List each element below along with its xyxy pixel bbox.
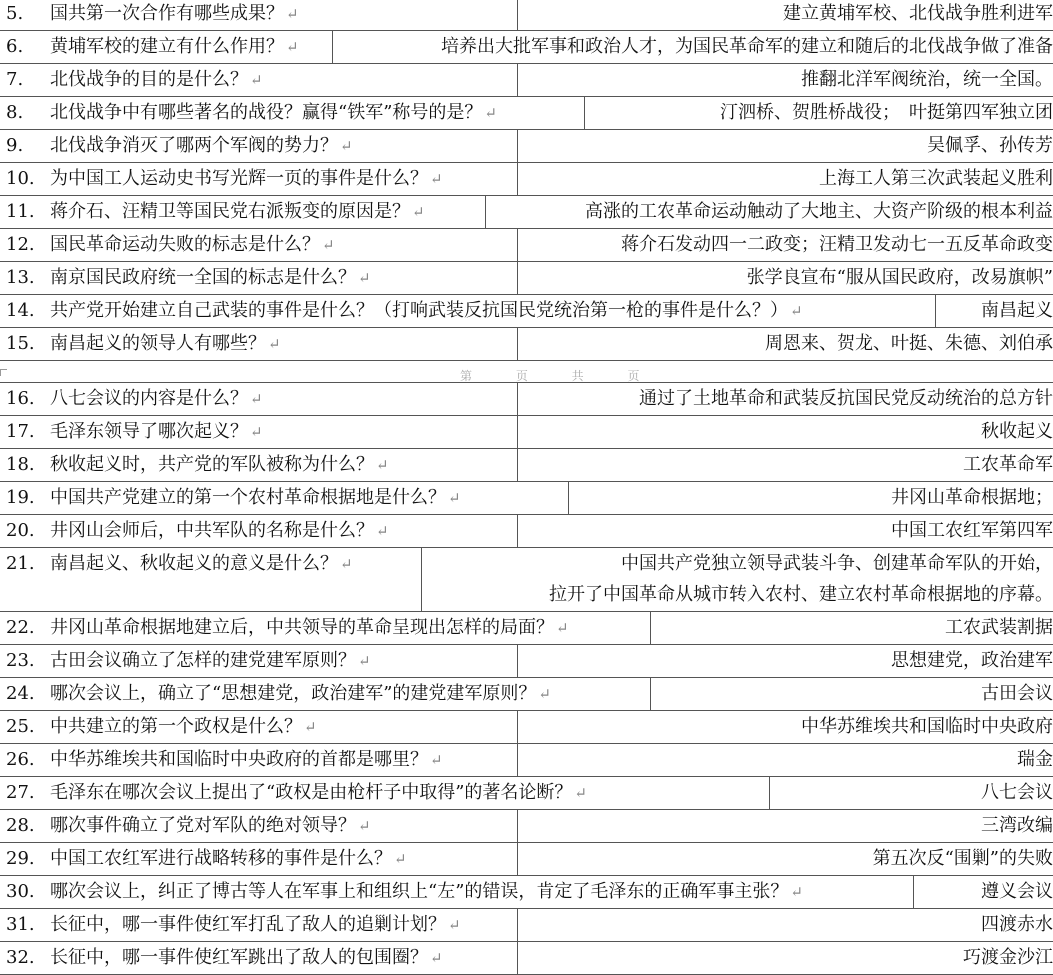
question-text: 井冈山会师后，中共军队的名称是什么？ — [50, 520, 374, 541]
question-number: 10. — [6, 168, 35, 189]
question-text: 秋收起义时，共产党的军队被称为什么？ — [50, 454, 374, 475]
question-number: 16. — [6, 388, 35, 409]
question-cell — [0, 612, 651, 644]
question-cell — [0, 163, 518, 195]
question-number: 19. — [6, 487, 35, 508]
question-cell — [0, 295, 936, 327]
question-text: 毛泽东领导了哪次起义？ — [50, 421, 248, 442]
question-number: 12. — [6, 234, 35, 255]
answer-text: 周恩来、贺龙、叶挺、朱德、刘伯承 — [765, 333, 1053, 354]
return-mark-icon: ↵ — [286, 38, 299, 56]
answer-text: 井冈山革命根据地； — [891, 487, 1053, 508]
table-row — [0, 875, 1053, 909]
qa-table-top — [0, 0, 1053, 361]
question-number: 26. — [6, 749, 35, 770]
question-number: 20. — [6, 520, 35, 541]
table-row — [0, 415, 1053, 449]
question-text: 共产党开始建立自己武装的事件是什么？（打响武装反抗国民党统治第一枪的事件是什么？） — [50, 300, 788, 321]
answer-text: 蒋介石发动四一二政变；汪精卫发动七一五反革命政变 — [621, 234, 1053, 255]
answer-text: 三湾改编 — [981, 815, 1053, 836]
answer-text: 推翻北洋军阀统治，统一全国。 — [801, 69, 1053, 90]
return-mark-icon: ↵ — [790, 883, 803, 901]
answer-text-line2: 拉开了中国革命从城市转入农村、建立农村革命根据地的序幕。 — [549, 584, 1053, 605]
table-row — [0, 611, 1053, 645]
question-cell — [0, 744, 518, 776]
question-cell — [0, 645, 518, 677]
answer-cell — [422, 548, 1053, 611]
table-row — [0, 63, 1053, 97]
answer-text: 工农武装割据 — [945, 617, 1053, 638]
question-text: 南京国民政府统一全国的标志是什么？ — [50, 267, 356, 288]
question-text: 为中国工人运动史书写光辉一页的事件是什么？ — [50, 168, 428, 189]
answer-text: 中国共产党独立领导武装斗争、创建革命军队的开始， — [621, 553, 1053, 574]
question-number: 11. — [6, 201, 35, 222]
answer-text: 中国工农红军第四军 — [891, 520, 1053, 541]
table-row — [0, 941, 1053, 975]
return-mark-icon: ↵ — [556, 619, 569, 637]
table-row — [0, 776, 1053, 810]
answer-text: 古田会议 — [981, 683, 1053, 704]
question-text: 中国工农红军进行战略转移的事件是什么？ — [50, 848, 392, 869]
table-row — [0, 514, 1053, 548]
question-cell — [0, 909, 518, 941]
page-footer: 第 页 共 页 — [460, 369, 660, 383]
answer-cell — [518, 744, 1053, 776]
table-row — [0, 842, 1053, 876]
question-text: 哪次会议上，纠正了博古等人在军事上和组织上“左”的错误，肯定了毛泽东的正确军事主张？ — [50, 881, 789, 902]
page-break — [0, 359, 1053, 383]
question-text: 毛泽东在哪次会议上提出了“政权是由枪杆子中取得”的著名论断？ — [50, 782, 573, 803]
answer-cell — [518, 810, 1053, 842]
answer-text: 汀泗桥、贺胜桥战役； 叶挺第四军独立团 — [720, 102, 1053, 123]
return-mark-icon: ↵ — [268, 335, 281, 353]
return-mark-icon: ↵ — [358, 269, 371, 287]
question-number: 17. — [6, 421, 35, 442]
question-number: 9. — [6, 135, 24, 156]
question-number: 15. — [6, 333, 35, 354]
question-text: 南昌起义的领导人有哪些？ — [50, 333, 266, 354]
question-number: 29. — [6, 848, 35, 869]
question-cell — [0, 678, 651, 710]
question-cell — [0, 876, 914, 908]
answer-cell — [518, 163, 1053, 195]
question-number: 24. — [6, 683, 35, 704]
question-number: 28. — [6, 815, 35, 836]
question-cell — [0, 31, 333, 63]
qa-table-bottom — [0, 383, 1053, 975]
table-row — [0, 809, 1053, 843]
return-mark-icon: ↵ — [574, 784, 587, 802]
question-text: 北伐战争中有哪些著名的战役？赢得“铁军”称号的是？ — [50, 102, 483, 123]
answer-text: 思想建党，政治建军 — [891, 650, 1053, 671]
return-mark-icon: ↵ — [250, 423, 263, 441]
question-text: 井冈山革命根据地建立后，中共领导的革命呈现出怎样的局面？ — [50, 617, 554, 638]
question-cell — [0, 196, 486, 228]
question-number: 14. — [6, 300, 35, 321]
answer-cell — [518, 449, 1053, 481]
table-row — [0, 129, 1053, 163]
answer-text: 中华苏维埃共和国临时中央政府 — [801, 716, 1053, 737]
answer-cell — [518, 262, 1053, 294]
question-text: 古田会议确立了怎样的建党建军原则？ — [50, 650, 356, 671]
answer-cell — [518, 515, 1053, 547]
question-cell — [0, 449, 518, 481]
return-mark-icon: ↵ — [304, 718, 317, 736]
table-row — [0, 743, 1053, 777]
answer-cell — [770, 777, 1053, 809]
question-text: 北伐战争的目的是什么？ — [50, 69, 248, 90]
return-mark-icon: ↵ — [250, 71, 263, 89]
table-row — [0, 0, 1053, 31]
question-cell — [0, 843, 518, 875]
answer-cell — [518, 942, 1053, 974]
question-text: 中共建立的第一个政权是什么？ — [50, 716, 302, 737]
question-cell — [0, 942, 518, 974]
question-text: 北伐战争消灭了哪两个军阀的势力？ — [50, 135, 338, 156]
answer-cell — [518, 64, 1053, 96]
answer-text: 第五次反“围剿”的失败 — [872, 848, 1053, 869]
table-row — [0, 382, 1053, 416]
table-row — [0, 195, 1053, 229]
answer-text: 培养出大批军事和政治人才，为国民革命军的建立和随后的北伐战争做了准备 — [441, 36, 1053, 57]
return-mark-icon: ↵ — [430, 751, 443, 769]
question-cell — [0, 416, 518, 448]
answer-cell — [914, 876, 1053, 908]
return-mark-icon: ↵ — [250, 390, 263, 408]
answer-text: 高涨的工农革命运动触动了大地主、大资产阶级的根本利益 — [585, 201, 1053, 222]
question-text: 中国共产党建立的第一个农村革命根据地是什么？ — [50, 487, 446, 508]
return-mark-icon: ↵ — [358, 817, 371, 835]
question-text: 长征中，哪一事件使红军跳出了敌人的包围圈？ — [50, 947, 428, 968]
answer-text: 南昌起义 — [981, 300, 1053, 321]
table-row — [0, 908, 1053, 942]
question-text: 黄埔军校的建立有什么作用？ — [50, 36, 284, 57]
question-number: 30. — [6, 881, 35, 902]
question-text: 国共第一次合作有哪些成果？ — [50, 3, 284, 24]
question-cell — [0, 328, 518, 360]
question-cell — [0, 64, 518, 96]
question-cell — [0, 810, 518, 842]
question-text: 中华苏维埃共和国临时中央政府的首都是哪里？ — [50, 749, 428, 770]
question-cell — [0, 482, 569, 514]
question-cell — [0, 383, 518, 415]
answer-text: 工农革命军 — [963, 454, 1053, 475]
question-cell — [0, 777, 770, 809]
answer-text: 四渡赤水 — [981, 914, 1053, 935]
question-number: 13. — [6, 267, 35, 288]
table-row — [0, 448, 1053, 482]
return-mark-icon: ↵ — [394, 850, 407, 868]
return-mark-icon: ↵ — [484, 104, 497, 122]
question-number: 27. — [6, 782, 35, 803]
return-mark-icon: ↵ — [376, 456, 389, 474]
question-number: 5. — [6, 3, 24, 24]
answer-text: 上海工人第三次武装起义胜利 — [819, 168, 1053, 189]
return-mark-icon: ↵ — [538, 685, 551, 703]
question-text: 八七会议的内容是什么？ — [50, 388, 248, 409]
return-mark-icon: ↵ — [340, 137, 353, 155]
table-row — [0, 30, 1053, 64]
answer-cell — [518, 0, 1053, 30]
question-number: 23. — [6, 650, 35, 671]
answer-text: 吴佩孚、孙传芳 — [927, 135, 1053, 156]
return-mark-icon: ↵ — [376, 522, 389, 540]
answer-cell — [518, 416, 1053, 448]
return-mark-icon: ↵ — [448, 489, 461, 507]
answer-text: 张学良宣布“服从国民政府，改易旗帜” — [746, 267, 1053, 288]
return-mark-icon: ↵ — [448, 916, 461, 934]
question-number: 31. — [6, 914, 35, 935]
answer-text: 巧渡金沙江 — [963, 947, 1053, 968]
question-number: 6. — [6, 36, 24, 57]
answer-cell — [936, 295, 1053, 327]
page-corner-mark — [0, 369, 7, 376]
question-text: 哪次会议上，确立了“思想建党，政治建军”的建党建军原则？ — [50, 683, 537, 704]
table-row — [0, 547, 1053, 612]
return-mark-icon: ↵ — [412, 203, 425, 221]
answer-cell — [518, 909, 1053, 941]
question-number: 21. — [6, 553, 35, 574]
answer-cell — [518, 383, 1053, 415]
question-cell — [0, 711, 518, 743]
table-row — [0, 162, 1053, 196]
answer-cell — [518, 711, 1053, 743]
question-cell — [0, 97, 585, 129]
question-text: 蒋介石、汪精卫等国民党右派叛变的原因是？ — [50, 201, 410, 222]
question-cell — [0, 515, 518, 547]
question-number: 22. — [6, 617, 35, 638]
answer-cell — [585, 97, 1053, 129]
return-mark-icon: ↵ — [358, 652, 371, 670]
question-text: 哪次事件确立了党对军队的绝对领导？ — [50, 815, 356, 836]
question-number: 8. — [6, 102, 24, 123]
return-mark-icon: ↵ — [790, 302, 803, 320]
table-row — [0, 294, 1053, 328]
answer-cell — [651, 678, 1053, 710]
question-cell — [0, 0, 518, 30]
question-cell — [0, 130, 518, 162]
table-row — [0, 710, 1053, 744]
question-cell — [0, 229, 518, 261]
answer-cell — [518, 645, 1053, 677]
answer-cell — [569, 482, 1053, 514]
answer-cell — [651, 612, 1053, 644]
answer-cell — [518, 229, 1053, 261]
answer-cell — [333, 31, 1053, 63]
return-mark-icon: ↵ — [430, 949, 443, 967]
answer-cell — [518, 130, 1053, 162]
answer-cell — [518, 328, 1053, 360]
question-number: 18. — [6, 454, 35, 475]
question-text: 国民革命运动失败的标志是什么？ — [50, 234, 320, 255]
table-row — [0, 96, 1053, 130]
answer-text: 通过了土地革命和武装反抗国民党反动统治的总方针 — [639, 388, 1053, 409]
table-row — [0, 228, 1053, 262]
return-mark-icon: ↵ — [322, 236, 335, 254]
table-row — [0, 327, 1053, 361]
question-cell — [0, 548, 422, 611]
question-cell — [0, 262, 518, 294]
question-text: 长征中，哪一事件使红军打乱了敌人的追剿计划？ — [50, 914, 446, 935]
question-text: 南昌起义、秋收起义的意义是什么？ — [50, 553, 338, 574]
return-mark-icon: ↵ — [286, 5, 299, 23]
table-row — [0, 481, 1053, 515]
table-row — [0, 677, 1053, 711]
answer-text: 八七会议 — [981, 782, 1053, 803]
question-number: 7. — [6, 69, 24, 90]
answer-text: 建立黄埔军校、北伐战争胜利进军 — [783, 3, 1053, 24]
return-mark-icon: ↵ — [340, 555, 353, 573]
answer-text: 瑞金 — [1017, 749, 1053, 770]
answer-cell — [486, 196, 1053, 228]
answer-text: 遵义会议 — [981, 881, 1053, 902]
table-row — [0, 261, 1053, 295]
question-number: 32. — [6, 947, 35, 968]
question-number: 25. — [6, 716, 35, 737]
return-mark-icon: ↵ — [430, 170, 443, 188]
answer-text: 秋收起义 — [981, 421, 1053, 442]
table-row — [0, 644, 1053, 678]
answer-cell — [518, 843, 1053, 875]
